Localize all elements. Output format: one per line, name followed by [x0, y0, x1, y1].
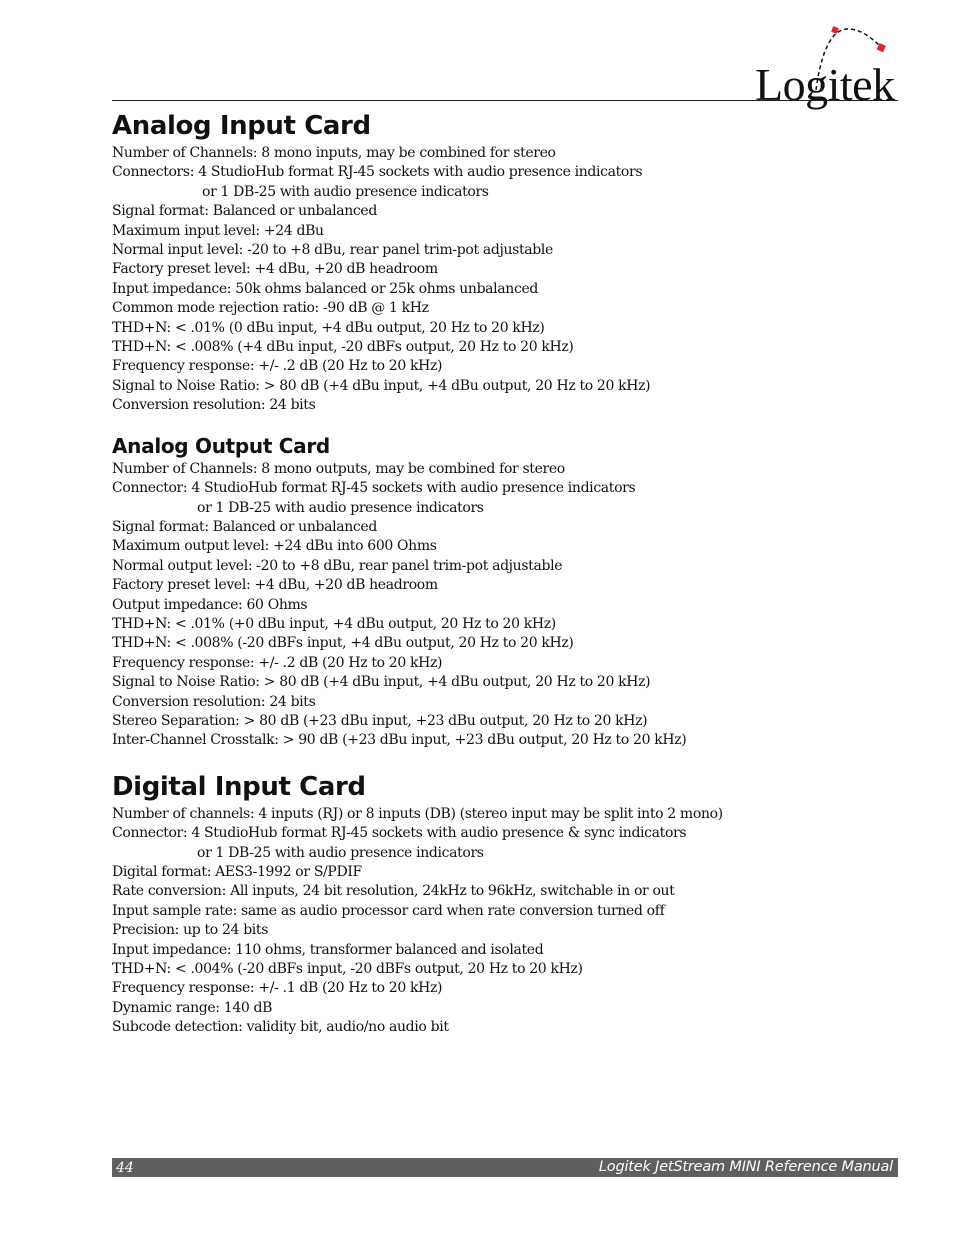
spec-line-continued: or 1 DB-25 with audio presence indicators: [197, 844, 484, 861]
spec-line: THD+N: < .008% (+4 dBu input, -20 dBFs output, 20 Hz to 20 kHz): [112, 339, 574, 356]
spec-line: Maximum input level: +24 dBu: [112, 222, 324, 239]
spec-line: Connector: 4 StudioHub format RJ-45 sockets with audio presence & sync indicators: [112, 825, 687, 842]
spec-line: Precision: up to 24 bits: [112, 922, 269, 939]
spec-line-continued: or 1 DB-25 with audio presence indicators: [197, 499, 484, 516]
spec-line: Signal format: Balanced or unbalanced: [112, 203, 377, 220]
section-heading: Analog Output Card: [112, 433, 330, 458]
spec-line: Rate conversion: All inputs, 24 bit resolution, 24kHz to 96kHz, switchable in or out: [112, 883, 675, 900]
spec-line: Input impedance: 110 ohms, transformer balanced and isolated: [112, 941, 544, 958]
spec-line: Normal input level: -20 to +8 dBu, rear panel trim-pot adjustable: [112, 242, 553, 259]
spec-line: Factory preset level: +4 dBu, +20 dB headroom: [112, 261, 438, 278]
spec-line: Frequency response: +/- .2 dB (20 Hz to 20 kHz): [112, 358, 443, 375]
spec-line: Signal to Noise Ratio: > 80 dB (+4 dBu input, +4 dBu output, 20 Hz to 20 kHz): [112, 674, 651, 691]
spec-line: Subcode detection: validity bit, audio/no audio bit: [112, 1019, 449, 1036]
spec-line: Signal format: Balanced or unbalanced: [112, 518, 377, 535]
spec-line: Number of Channels: 8 mono inputs, may be combined for stereo: [112, 145, 556, 161]
page-footer: [112, 1158, 898, 1177]
logitek-logo: [750, 20, 910, 110]
spec-line: Signal to Noise Ratio: > 80 dB (+4 dBu input, +4 dBu output, 20 Hz to 20 kHz): [112, 377, 651, 394]
spec-line: Maximum output level: +24 dBu into 600 Ohms: [112, 538, 437, 555]
spec-line: Dynamic range: 140 dB: [112, 999, 273, 1016]
spec-line: Output impedance: 60 Ohms: [112, 596, 308, 613]
spec-line: Conversion resolution: 24 bits: [112, 397, 316, 414]
spec-line: THD+N: < .008% (-20 dBFs input, +4 dBu output, 20 Hz to 20 kHz): [112, 635, 574, 652]
logo-wordmark: Logitek: [755, 59, 895, 110]
spec-line: Input impedance: 50k ohms balanced or 25k ohms unbalanced: [112, 280, 539, 297]
analog-input-card-section: [112, 108, 902, 416]
spec-line: Input sample rate: same as audio processor card when rate conversion turned off: [112, 902, 665, 919]
spec-line: THD+N: < .01% (+0 dBu input, +4 dBu output, 20 Hz to 20 kHz): [112, 615, 556, 632]
spec-line: Digital format: AES3-1992 or S/PDIF: [112, 864, 362, 880]
manual-title: Logitek JetStream MINI Reference Manual: [598, 1159, 893, 1175]
section-heading: Digital Input Card: [112, 771, 366, 802]
spec-line: Number of channels: 4 inputs (RJ) or 8 inputs (DB) (stereo input may be split into 2 mono): [112, 805, 723, 822]
spec-line: Connectors: 4 StudioHub format RJ-45 sockets with audio presence indicators: [112, 164, 643, 181]
spec-line: Common mode rejection ratio: -90 dB @ 1 kHz: [112, 300, 429, 317]
document-body: [112, 108, 902, 1038]
analog-output-card-section: [112, 432, 902, 751]
spec-line: Normal output level: -20 to +8 dBu, rear panel trim-pot adjustable: [112, 557, 563, 574]
spec-line-continued: or 1 DB-25 with audio presence indicators: [202, 183, 489, 200]
section-heading: Analog Input Card: [112, 111, 371, 141]
spec-line: THD+N: < .01% (0 dBu input, +4 dBu output, 20 Hz to 20 kHz): [112, 319, 545, 336]
spec-line: Factory preset level: +4 dBu, +20 dB headroom: [112, 577, 438, 594]
spec-line: Inter-Channel Crosstalk: > 90 dB (+23 dBu input, +23 dBu output, 20 Hz to 20 kHz): [112, 732, 687, 749]
spec-line: Conversion resolution: 24 bits: [112, 693, 316, 710]
digital-input-card-section: [112, 769, 902, 1038]
spec-line: Frequency response: +/- .2 dB (20 Hz to 20 kHz): [112, 654, 443, 671]
spec-line: THD+N: < .004% (-20 dBFs input, -20 dBFs output, 20 Hz to 20 kHz): [112, 961, 583, 978]
page-number: 44: [116, 1160, 134, 1176]
spec-line: Frequency response: +/- .1 dB (20 Hz to 20 kHz): [112, 980, 443, 997]
spec-line: Connector: 4 StudioHub format RJ-45 sockets with audio presence indicators: [112, 480, 636, 497]
spec-line: Number of Channels: 8 mono outputs, may be combined for stereo: [112, 460, 565, 477]
header-rule: [112, 100, 898, 101]
spec-line: Stereo Separation: > 80 dB (+23 dBu input, +23 dBu output, 20 Hz to 20 kHz): [112, 712, 648, 729]
